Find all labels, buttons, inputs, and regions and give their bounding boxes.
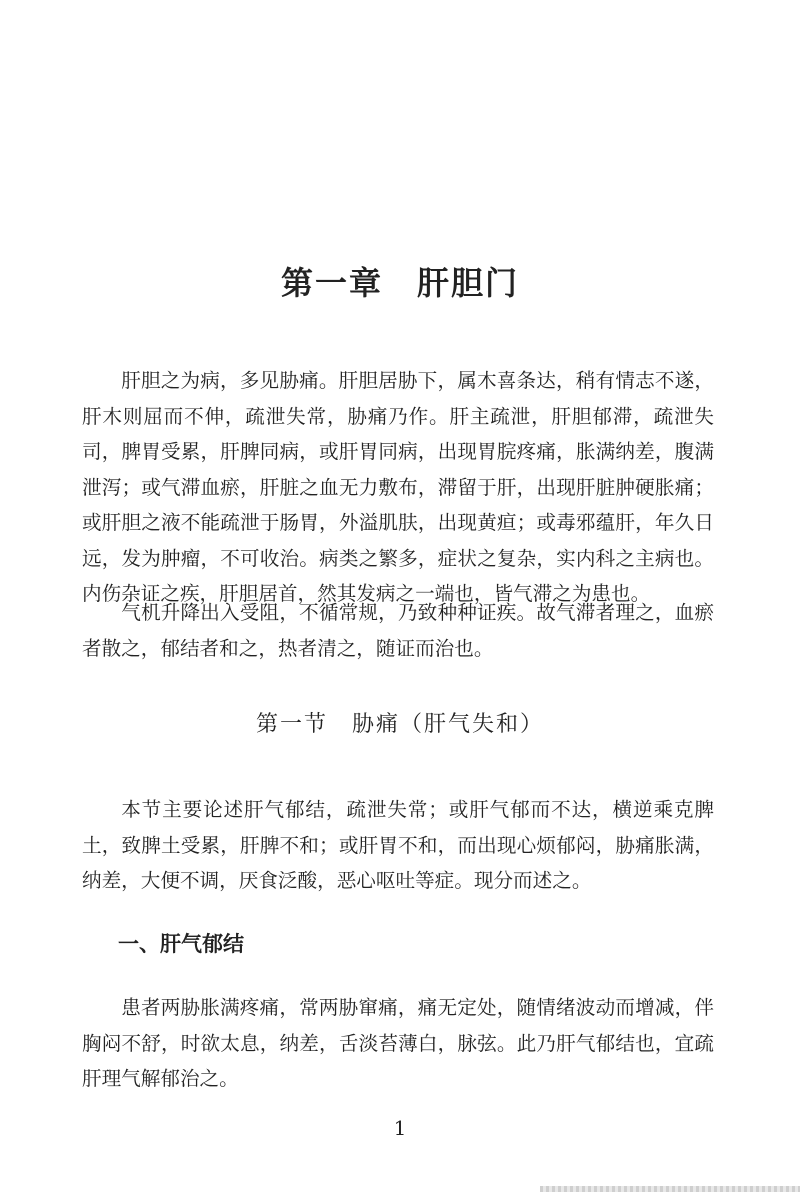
intro-paragraph-2: 气机升降出入受阻，不循常规，乃致种种证疾。故气滞者理之，血瘀者散之，郁结者和之，热者清之，随证而治也。 (82, 601, 714, 660)
chapter-name: 肝胆门 (417, 264, 520, 302)
section-label: 第一节 (255, 712, 328, 737)
section-title (0, 707, 800, 738)
section-paragraph-1: 本节主要论述肝气郁结，疏泄失常；或肝气郁而不达，横逆乘克脾土，致脾土受累，肝脾不和；或肝胃不和，而出现心烦郁闷，胁痛胀满，纳差，大便不调，厌食泛酸，恶心呕吐等症。现分而述之。 (82, 798, 714, 892)
intro-paragraph-1: 肝胆之为病，多见胁痛。肝胆居胁下，属木喜条达，稍有情志不遂，肝木则屈而不伸，疏泄失常，胁痛乃作。肝主疏泄，肝胆郁滞，疏泄失司，脾胃受累，肝脾同病，或肝胃同病，出现胃脘疼痛，胀满纳差，腹满泄泻；或气滞血瘀，肝脏之血无力敷布，滞留于肝，出现肝脏肿硬胀痛；或肝胆之液不能疏泄于肠胃，外溢肌肤，出现黄疸；或毒邪蕴肝，年久日远，发为肿瘤，不可收治。病类之繁多，症状之复杂，实内科之主病也。内伤杂证之疾，肝胆居首，然其发病之一端也，皆气滞之为患也。 (82, 369, 714, 605)
section-name: 胁痛（肝气失和） (352, 712, 545, 737)
chapter-title (0, 258, 800, 304)
page-edge-decoration (540, 1186, 800, 1192)
subsection-title: 一、肝气郁结 (118, 932, 244, 956)
subsection-paragraph-1: 患者两胁胀满疼痛，常两胁窜痛，痛无定处，随情绪波动而增减，伴胸闷不舒，时欲太息，纳差，舌淡苔薄白，脉弦。此乃肝气郁结也，宜疏肝理气解郁治之。 (82, 996, 714, 1090)
chapter-label: 第一章 (280, 264, 383, 302)
page-number: 1 (393, 1116, 407, 1140)
